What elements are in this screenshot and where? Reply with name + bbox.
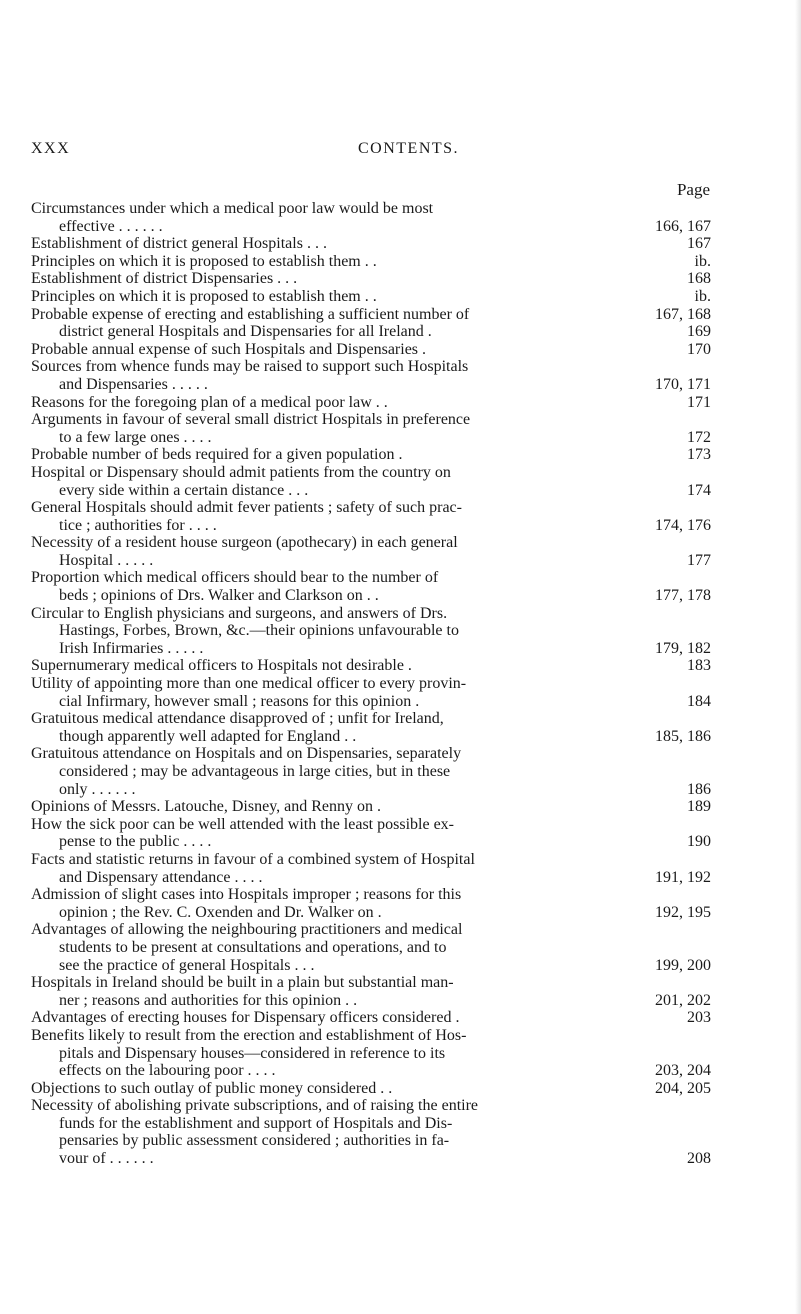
toc-entry xyxy=(31,464,711,499)
toc-entry-text: Probable number of beds required for a given population . xyxy=(31,446,403,464)
page-title: CONTENTS. xyxy=(358,140,460,157)
toc-entry-text: Objections to such outlay of public money considered . . xyxy=(31,1079,393,1097)
toc-entry-text: tice ; authorities for . . . . xyxy=(59,516,217,534)
toc-page-ref: 179, 182 xyxy=(651,640,711,658)
toc-entry-text: Gratuitous attendance on Hospitals and on Dispensaries, separately xyxy=(31,745,462,763)
toc-entry-line xyxy=(31,306,711,324)
toc-entry-text: Proportion which medical officers should bear to the number of xyxy=(31,569,439,587)
toc-entry-text: Hastings, Forbes, Brown, &c.—their opinions unfavourable to xyxy=(59,622,459,640)
toc-entry-text: Probable expense of erecting and establishing a sufficient number of xyxy=(31,305,470,323)
toc-entry-line xyxy=(31,745,711,763)
toc-entry-text: Sources from whence funds may be raised to support such Hospitals xyxy=(31,358,469,376)
toc-entry-text: funds for the establishment and support of Hospitals and Dis- xyxy=(59,1114,453,1132)
toc-entry-line xyxy=(31,763,711,781)
toc-entry-text: How the sick poor can be well attended with the least possible ex- xyxy=(31,815,454,833)
toc-entry xyxy=(31,657,711,675)
toc-entry-line xyxy=(31,358,711,376)
toc-page-ref: ib. xyxy=(691,288,711,306)
toc-entry-line xyxy=(31,587,711,605)
toc-entry-line xyxy=(31,675,711,693)
toc-entry-text: Necessity of abolishing private subscriptions, and of raising the entire xyxy=(31,1097,479,1115)
toc-page-ref: 177, 178 xyxy=(651,587,711,605)
toc-entry-text: Hospitals in Ireland should be built in a plain but substantial man- xyxy=(31,974,454,992)
toc-entry-line xyxy=(31,1097,711,1115)
toc-entry-line xyxy=(31,992,711,1010)
toc-entry-text: pitals and Dispensary houses—considered in reference to its xyxy=(59,1044,446,1062)
toc-page-ref: 201, 202 xyxy=(651,992,711,1010)
toc-entry-line xyxy=(31,1062,711,1080)
toc-page-ref: 186 xyxy=(683,781,711,799)
toc-entry-line xyxy=(31,605,711,623)
toc-page-ref: 167 xyxy=(683,235,711,253)
toc-entry-line xyxy=(31,482,711,500)
toc-entry xyxy=(31,675,711,710)
toc-entry-line xyxy=(31,939,711,957)
page-edge-shadow xyxy=(795,0,801,1314)
toc-entry-text: Principles on which it is proposed to establish them . . xyxy=(31,252,377,270)
toc-entry xyxy=(31,358,711,393)
toc-entry-line xyxy=(31,517,711,535)
toc-entry-line xyxy=(31,429,711,447)
toc-entry xyxy=(31,710,711,745)
toc-entry-text: Circumstances under which a medical poor law would be most xyxy=(31,200,434,217)
toc-entry-text: Reasons for the foregoing plan of a medical poor law . . xyxy=(31,393,388,411)
toc-entry xyxy=(31,851,711,886)
toc-entry xyxy=(31,886,711,921)
toc-entry-text: Gratuitous medical attendance disapproved of ; unfit for Ireland, xyxy=(31,710,444,728)
toc-entry-text: Establishment of district Dispensaries . . . xyxy=(31,270,298,288)
toc-entry-line xyxy=(31,376,711,394)
page-column-label: Page xyxy=(676,180,710,199)
toc-entry-line xyxy=(31,341,711,359)
toc-entry xyxy=(31,1080,711,1098)
toc-entry xyxy=(31,974,711,1009)
toc-page-ref: 170 xyxy=(683,341,711,359)
toc-page-ref: 177 xyxy=(683,552,711,570)
toc-entry-line xyxy=(31,569,711,587)
toc-page-ref: 185, 186 xyxy=(651,728,711,746)
toc-entry-text: and Dispensaries . . . . . xyxy=(59,375,208,393)
toc-entry-text: ner ; reasons and authorities for this opinion . . xyxy=(59,991,358,1009)
toc-entry-line xyxy=(31,851,711,869)
toc-entry-line xyxy=(31,816,711,834)
toc-entry-text: effects on the labouring poor . . . . xyxy=(59,1062,276,1080)
toc-entry-text: though apparently well adapted for England . . xyxy=(59,727,357,745)
toc-page-ref: 204, 205 xyxy=(651,1080,711,1098)
toc-entry xyxy=(31,411,711,446)
toc-entry-text: General Hospitals should admit fever patients ; safety of such prac- xyxy=(31,499,462,517)
toc-entry-line xyxy=(31,288,711,306)
toc-entry xyxy=(31,253,711,271)
toc-entry-text: Circular to English physicians and surgeons, and answers of Drs. xyxy=(31,604,448,622)
toc-entry-line xyxy=(31,499,711,517)
toc-entry-line xyxy=(31,1027,711,1045)
toc-entry-line xyxy=(31,657,711,675)
toc-entry xyxy=(31,921,711,974)
toc-page-ref: 189 xyxy=(683,798,711,816)
toc-entry-line xyxy=(31,534,711,552)
toc-page-ref: 173 xyxy=(683,446,711,464)
toc-entry-text: Admission of slight cases into Hospitals improper ; reasons for this xyxy=(31,886,462,904)
toc-page-ref: 172 xyxy=(683,429,711,447)
toc-entry xyxy=(31,534,711,569)
toc-entry-line xyxy=(31,218,711,236)
toc-page-ref: 190 xyxy=(683,833,711,851)
toc-entry xyxy=(31,235,711,253)
toc-entry xyxy=(31,605,711,658)
toc-entry-text: Benefits likely to result from the erection and establishment of Hos- xyxy=(31,1026,467,1044)
toc-entry-text: Necessity of a resident house surgeon (apothecary) in each general xyxy=(31,534,458,552)
toc-entry-line xyxy=(31,235,711,253)
toc-entry-text: see the practice of general Hospitals . . . xyxy=(59,956,315,974)
toc-entry-text: Principles on which it is proposed to establish them . . xyxy=(31,287,377,305)
toc-page-ref: 169 xyxy=(683,323,711,341)
toc-entry xyxy=(31,306,711,341)
toc-entry xyxy=(31,798,711,816)
toc-entry-line xyxy=(31,728,711,746)
toc-entry-line xyxy=(31,552,711,570)
toc-entry-line xyxy=(31,1080,711,1098)
toc-entry xyxy=(31,341,711,359)
toc-entry-text: Irish Infirmaries . . . . . xyxy=(59,639,204,657)
toc-entry-text: Utility of appointing more than one medical officer to every provin- xyxy=(31,675,467,693)
toc-page-ref: 203, 204 xyxy=(651,1062,711,1080)
toc-page-ref: 174, 176 xyxy=(651,517,711,535)
toc-entry-text: cial Infirmary, however small ; reasons for this opinion . xyxy=(59,692,420,710)
toc-page-ref: 208 xyxy=(683,1150,711,1168)
toc-entry-line xyxy=(31,921,711,939)
toc-entry xyxy=(31,446,711,464)
toc-page-ref: 170, 171 xyxy=(651,376,711,394)
toc-entry-line xyxy=(31,411,711,429)
toc-entry xyxy=(31,816,711,851)
toc-entry-line xyxy=(31,886,711,904)
toc-entry-line xyxy=(31,710,711,728)
toc-entry xyxy=(31,745,711,798)
toc-entry-text: Probable annual expense of such Hospitals and Dispensaries . xyxy=(31,340,427,358)
toc-entry-line xyxy=(31,323,711,341)
toc-page-ref: 168 xyxy=(683,270,711,288)
toc-entry-line xyxy=(31,464,711,482)
toc-entry-line xyxy=(31,446,711,464)
toc-page-ref: 171 xyxy=(683,394,711,412)
toc-entry-text: Facts and statistic returns in favour of a combined system of Hospital xyxy=(31,850,475,868)
toc-entry-text: Arguments in favour of several small district Hospitals in preference xyxy=(31,411,471,429)
toc-entry-line xyxy=(31,781,711,799)
toc-entry-line xyxy=(31,253,711,271)
toc-entry-text: Supernumerary medical officers to Hospitals not desirable . xyxy=(31,657,412,675)
running-head xyxy=(0,140,801,164)
toc-entry-line xyxy=(31,1150,711,1168)
toc-entry-line xyxy=(31,904,711,922)
toc-page-ref: 183 xyxy=(683,657,711,675)
toc-entry-line xyxy=(31,974,711,992)
toc-entry-text: Advantages of allowing the neighbouring practitioners and medical xyxy=(31,921,463,939)
toc-entry-text: vour of . . . . . . xyxy=(59,1150,154,1168)
toc-entry xyxy=(31,200,711,235)
toc-entry xyxy=(31,1009,711,1027)
toc-entry-line xyxy=(31,270,711,288)
toc-entry xyxy=(31,569,711,604)
toc-entry-line xyxy=(31,1009,711,1027)
toc-entry-line xyxy=(31,693,711,711)
toc-entry-text: only . . . . . . xyxy=(59,780,136,798)
toc-entry-line xyxy=(31,394,711,412)
toc-entry xyxy=(31,499,711,534)
toc-entry-text: Hospital . . . . . xyxy=(59,551,154,569)
toc-page-ref: 167, 168 xyxy=(651,306,711,324)
toc-entry xyxy=(31,394,711,412)
toc-page-ref: 192, 195 xyxy=(651,904,711,922)
toc-entry-text: beds ; opinions of Drs. Walker and Clarkson on . . xyxy=(59,587,379,605)
toc-entry-text: to a few large ones . . . . xyxy=(59,428,212,446)
toc-entry-line xyxy=(31,640,711,658)
toc-entry-line xyxy=(31,1132,711,1150)
toc-page-ref: 191, 192 xyxy=(651,869,711,887)
toc-entry-text: Hospital or Dispensary should admit patients from the country on xyxy=(31,463,451,481)
toc-entry-text: every side within a certain distance . . . xyxy=(59,481,309,499)
toc-page-ref: 199, 200 xyxy=(651,957,711,975)
contents-list xyxy=(31,200,711,1168)
toc-entry-line xyxy=(31,869,711,887)
toc-entry-text: and Dispensary attendance . . . . xyxy=(59,868,263,886)
toc-entry-text: considered ; may be advantageous in large cities, but in these xyxy=(59,763,451,780)
toc-entry-line xyxy=(31,798,711,816)
toc-entry-text: students to be present at consultations and operations, and to xyxy=(59,938,447,956)
toc-entry-text: effective . . . . . . xyxy=(59,217,163,235)
toc-entry xyxy=(31,270,711,288)
page-number-roman: XXX xyxy=(31,140,71,157)
toc-entry-line xyxy=(31,833,711,851)
toc-page-ref: 166, 167 xyxy=(651,218,711,236)
toc-entry xyxy=(31,1097,711,1167)
toc-page-ref: ib. xyxy=(691,253,711,271)
toc-page-ref: 203 xyxy=(683,1009,711,1027)
toc-entry xyxy=(31,1027,711,1080)
toc-entry-text: Establishment of district general Hospitals . . . xyxy=(31,235,327,253)
toc-page-ref: 184 xyxy=(683,693,711,711)
toc-entry-text: Advantages of erecting houses for Dispensary officers considered . xyxy=(31,1009,460,1027)
toc-entry-line xyxy=(31,957,711,975)
toc-entry-text: Opinions of Messrs. Latouche, Disney, and Renny on . xyxy=(31,798,382,816)
toc-entry-text: district general Hospitals and Dispensaries for all Ireland . xyxy=(59,323,432,341)
toc-entry-line xyxy=(31,1115,711,1133)
toc-entry-text: pensaries by public assessment considered ; authorities in fa- xyxy=(59,1132,450,1150)
toc-page-ref: 174 xyxy=(683,482,711,500)
toc-entry xyxy=(31,288,711,306)
toc-entry-line xyxy=(31,622,711,640)
toc-entry-text: pense to the public . . . . xyxy=(59,833,212,851)
toc-entry-text: opinion ; the Rev. C. Oxenden and Dr. Walker on . xyxy=(59,903,382,921)
toc-entry-line xyxy=(31,200,711,218)
toc-entry-line xyxy=(31,1045,711,1063)
